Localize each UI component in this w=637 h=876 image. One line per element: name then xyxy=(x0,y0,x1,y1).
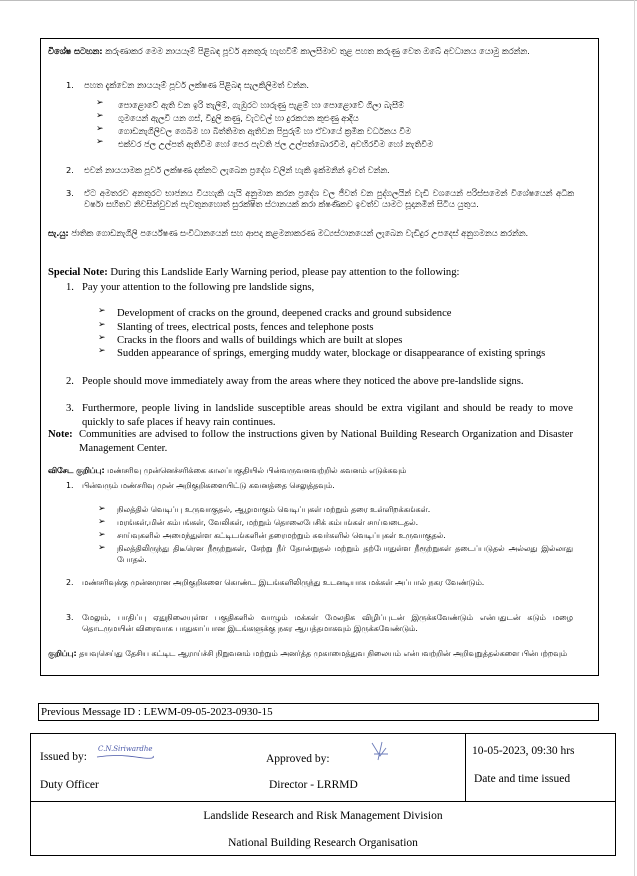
page-right-border xyxy=(634,0,635,876)
english-item2-number: 2. xyxy=(66,376,74,387)
arrow-bullet-icon: ➢ xyxy=(98,504,106,514)
arrow-bullet-icon: ➢ xyxy=(98,530,106,540)
page-top-border xyxy=(0,0,637,1)
tamil-note-label: குறிப்பு: xyxy=(48,649,77,658)
arrow-bullet-icon: ➢ xyxy=(98,306,106,316)
sinhala-heading: විශේෂ සටහන: xyxy=(48,46,103,56)
sinhala-bullet-1: පොළොවේ ඇති වන ඉරි තැලීම්, ගැඹුරට හාරුණු පැළම් හා පොළොවේ ගිලා බැසීම් xyxy=(118,100,405,110)
table-border-mid xyxy=(30,801,616,802)
english-item2: People should move immediately away from the areas where they noticed the above pre-landslide signs. xyxy=(82,376,524,387)
english-item3-number: 3. xyxy=(66,403,74,414)
sinhala-note xyxy=(48,228,578,239)
arrow-bullet-icon: ➢ xyxy=(96,111,104,121)
arrow-bullet-icon: ➢ xyxy=(96,98,104,108)
english-heading: Special Note: xyxy=(48,267,108,278)
table-border-top xyxy=(30,733,616,734)
approval-signature-icon xyxy=(366,740,394,766)
tamil-item1: பின்வரும் மண்சரிவு முன் அறிகுறிகளையிட்டு கவனத்தை செலுத்தவும். xyxy=(82,481,335,490)
sinhala-intro xyxy=(48,46,578,57)
sinhala-item1-number: 1. xyxy=(66,80,74,90)
issue-datetime: 10-05-2023, 09:30 hrs xyxy=(472,745,575,757)
issued-by-signature: C.N.Siriwardhe xyxy=(98,745,153,753)
organisation-name: National Building Research Organisation xyxy=(228,837,418,849)
previous-message-id: Previous Message ID : LEWM-09-05-2023-0930-15 xyxy=(41,706,273,718)
english-intro xyxy=(48,266,578,280)
arrow-bullet-icon: ➢ xyxy=(96,137,104,147)
signature-underline xyxy=(96,754,154,760)
sinhala-item3-number: 3. xyxy=(66,188,74,198)
english-item1: Pay your attention to the following pre landslide signs, xyxy=(82,282,315,293)
table-border-bottom xyxy=(30,855,616,856)
tamil-bullet-4: நிலத்திலிருந்து திடீரென நீரூற்றுகள், சேற்று நீர் தோன்றுதல் மற்றும் தற்போதுள்ள நீரூற்றுகள் தடைப்படுதல் அல்லது இல்லாது போதல். xyxy=(117,544,573,564)
director-title: Director - LRRMD xyxy=(269,779,358,791)
sinhala-item1: පහත දැක්වෙන නායයෑම් පූර්ව ලක්ෂණ පිළිබඳ සැලකිලිමත් වන්න. xyxy=(84,80,309,90)
sinhala-note-label: සැ.යු: xyxy=(48,228,69,238)
tamil-item1-number: 1. xyxy=(66,481,74,490)
english-note: Communities are advised to follow the instructions given by National Building Research Organization and Disaster Management Center. xyxy=(79,429,573,454)
english-bullet-1: Development of cracks on the ground, deepened cracks and ground subsidence xyxy=(117,308,452,319)
sinhala-item2: එවන් නායයාමක පූර්ව ලක්ෂණ දක්නට ලැබෙන ප්‍රදේශ වලින් හැකි ඉක්මනින් ඉවත් වන්න. xyxy=(84,165,390,175)
tamil-item2: மண்சரிவுக்கு முன்னரான அறிகுறிகளை கொண்ட இடங்களிலிருந்து உடனடியாக மக்கள் அப்பால் நகர வேண்டும். xyxy=(82,578,485,587)
arrow-bullet-icon: ➢ xyxy=(98,517,106,527)
english-item1-number: 1. xyxy=(66,282,74,293)
sinhala-bullet-3: ගොඩනැගිලිවල ගෙබිම හා බිත්තිමත ඇතිවන පිපුරුම් හා ඒවායේ ක්‍රමික වර්ධනය වීම xyxy=(118,126,412,136)
approved-by-label: Approved by: xyxy=(266,753,330,765)
tamil-intro xyxy=(48,466,578,477)
tamil-heading: விசேட குறிப்பு: xyxy=(48,466,105,475)
tamil-item2-number: 2. xyxy=(66,578,74,587)
arrow-bullet-icon: ➢ xyxy=(98,346,106,356)
table-divider xyxy=(465,733,466,802)
duty-officer-title: Duty Officer xyxy=(40,779,99,791)
sinhala-item3: ඒට අමතරව අනතුරට භාජනය වියහැකි යැයි අනුමාන කරන ප්‍රදේශ වල ජීවත් වන පුද්ගලයින් වැඩි වශයෙන් පරිස්සමෙන් විශේෂයෙන් අධික වර්ෂා සහිතව නිවසින්වුවන් පැවතුනහොත් සුරක්ෂිත ස්ථානයක් කරා ක්ෂණිකව ඉවත්ව යාමට සූදානමින් සිටිය යුතුය. xyxy=(84,188,574,209)
english-intro-text: During this Landslide Early Warning period, please pay attention to the following: xyxy=(110,267,460,278)
arrow-bullet-icon: ➢ xyxy=(96,124,104,134)
issue-datetime-label: Date and time issued xyxy=(474,773,571,785)
arrow-bullet-icon: ➢ xyxy=(98,543,106,553)
english-note-label: Note: xyxy=(48,429,73,440)
tamil-bullet-2: மரங்கள்,மின் கம்பங்கள், வேலிகள், மற்றும் தொலைபேசிக் கம்பங்கள் சாய்வடைதல். xyxy=(117,518,419,527)
sinhala-intro-text: කරුණාකර මෙම නායයෑම් පිළිබඳ පූර්ව අනතුරු හැඟවීම් කාලසීමාව තුළ පහත කරුණු වෙත ඔබේ අවධානය යොමු කරන්න. xyxy=(105,46,530,56)
english-bullet-4: Sudden appearance of springs, emerging muddy water, blockage or disappearance of existing springs xyxy=(117,348,546,359)
sinhala-bullet-4: එක්වර ජල උල්පත් ඇතිවීම හෝ පෙර පැවති ජල උල්පත්බොරවීම, අවහිරවීම හෝ නැතිවීම xyxy=(118,139,434,149)
tamil-item3: மேலும், பாதிப்பு ஏதுநிலையுள்ள பகுதிகளில் வாழும் மக்கள் மேலதிக விழிப்புடன் இருக்கவேண்டும் என்பதுடன் கடும் மழை தொடருமயின் விரைவாக பாதுகாப்பான இடங்களுக்கு நகர ஆயத்தமாகவும் இருக்கவேண்டும். xyxy=(82,613,573,633)
sinhala-item2-number: 2. xyxy=(66,165,74,175)
sinhala-note-text: ජාතික ගොඩනැගිලි පර්යේෂණ සංවිධානයෙන් සහ ආපදා කළමනාකරණ මධ්‍යස්ථානයෙන් ලැබෙන වැඩිදුර උපදෙස් අනුගමනය කරන්න. xyxy=(71,228,529,238)
division-name: Landslide Research and Risk Management Division xyxy=(203,810,443,822)
tamil-bullet-1: நிலத்தில் வெடிப்பு உருவாகுதல், ஆழமாகும் வெடிப்புகள் மற்றும் தரை உள்ளிறக்கங்கள். xyxy=(117,505,431,514)
tamil-bullet-3: சாய்வுகளில் அமைந்துள்ள கட்டிடங்களின் தரைமற்றும் சுவர்களில் வெடிப்புகள் உருவாகுதல். xyxy=(117,531,446,540)
english-item3: Furthermore, people living in landslide susceptible areas should be extra vigilant and should be ready to move quickly to safe places if heavy rain continues. xyxy=(82,403,573,428)
issued-by-label: Issued by: xyxy=(40,751,87,763)
english-bullet-2: Slanting of trees, electrical posts, fences and telephone posts xyxy=(117,322,374,333)
tamil-note xyxy=(48,649,574,660)
tamil-note-text: தயவுசெய்து தேசிய கட்டிட ஆராய்ச்சி நிறுவனம் மற்றும் அனர்த்த முகாமைத்துவ நிலையம் என்பவற்றின் அறிவுறுத்தல்களை பின்பற்றவும் xyxy=(79,649,568,658)
arrow-bullet-icon: ➢ xyxy=(98,320,106,330)
arrow-bullet-icon: ➢ xyxy=(98,333,106,343)
sinhala-bullet-2: ගුමයෙන් ඇලවී යන ගස්, විදුලි කණු, වැටවල් හා දුරකථන කුළුණු ආදිය xyxy=(118,113,359,123)
tamil-intro-text: மண்சரிவு முன்னெச்சரிக்கை காலப்பகுதியில் பின்வருவனவற்றில் கவனம் எடுக்கவும் xyxy=(107,466,407,475)
tamil-item3-number: 3. xyxy=(66,613,74,622)
english-bullet-3: Cracks in the floors and walls of buildings which are built at slopes xyxy=(117,335,403,346)
